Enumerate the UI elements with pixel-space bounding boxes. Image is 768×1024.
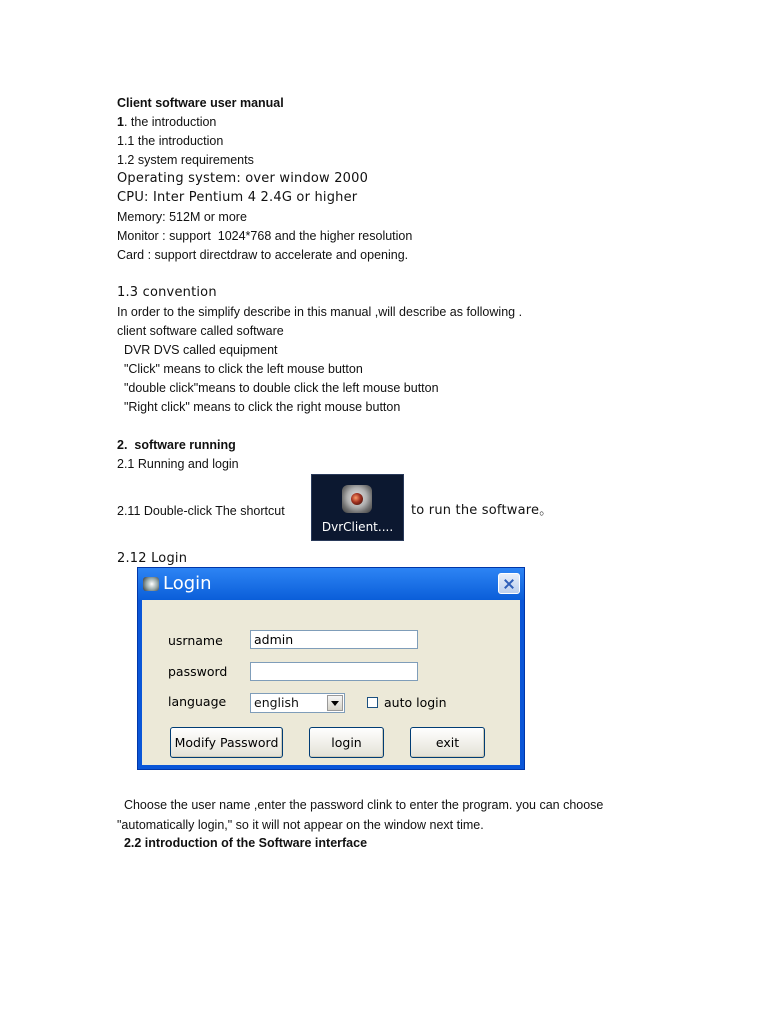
login-button[interactable]: login xyxy=(309,727,384,758)
password-input[interactable] xyxy=(250,662,418,681)
convention-right-click: "Right click" means to click the right mouse button xyxy=(117,400,401,414)
convention-double-click: "double click"means to double click the left mouse button xyxy=(117,381,439,395)
camera-lens xyxy=(351,493,363,505)
section-1-number: 1 xyxy=(117,115,124,129)
modify-password-button[interactable]: Modify Password xyxy=(170,727,283,758)
dvrclient-shortcut[interactable] xyxy=(311,474,404,541)
convention-intro: In order to the simplify describe in this manual ,will describe as following . xyxy=(117,305,523,319)
auto-login-label[interactable]: auto login xyxy=(384,695,447,710)
camera-icon xyxy=(143,577,159,591)
subsection-1-1: 1.1 the introduction xyxy=(117,134,224,148)
convention-equipment: DVR DVS called equipment xyxy=(117,343,278,357)
subsection-2-1: 2.1 Running and login xyxy=(117,457,239,471)
login-dialog xyxy=(137,567,525,770)
req-memory: Memory: 512M or more xyxy=(117,210,247,224)
manual-heading: Client software user manual xyxy=(117,96,284,110)
convention-click: "Click" means to click the left mouse button xyxy=(117,362,363,376)
login-instructions-2: "automatically login," so it will not appear on the window next time. xyxy=(117,818,484,832)
req-cpu: CPU: Inter Pentium 4 2.4G or higher xyxy=(117,190,358,205)
username-label: usrname xyxy=(168,633,223,648)
dvrclient-camera-icon xyxy=(342,485,372,513)
language-select[interactable] xyxy=(250,693,345,713)
close-icon[interactable] xyxy=(498,573,520,594)
section-2-heading: 2. software running xyxy=(117,438,236,452)
req-card: Card : support directdraw to accelerate and opening. xyxy=(117,248,409,262)
login-form xyxy=(142,600,520,765)
subsection-1-3: 1.3 convention xyxy=(117,285,217,300)
language-label: language xyxy=(168,694,227,709)
step-2-11-suffix: to run the software。 xyxy=(411,503,553,518)
username-input[interactable]: admin xyxy=(250,630,418,649)
login-titlebar[interactable] xyxy=(138,568,524,600)
req-os: Operating system: over window 2000 xyxy=(117,171,369,186)
language-value: english xyxy=(254,695,299,710)
subsection-2-2: 2.2 introduction of the Software interface xyxy=(117,836,368,850)
req-monitor: Monitor : support 1024*768 and the higher resolution xyxy=(117,229,413,243)
shortcut-label: DvrClient.... xyxy=(321,520,394,534)
auto-login-checkbox[interactable] xyxy=(367,697,378,708)
section-1-title: . the introduction xyxy=(123,115,217,129)
convention-software: client software called software xyxy=(117,324,284,338)
subsection-1-2: 1.2 system requirements xyxy=(117,153,254,167)
exit-button[interactable]: exit xyxy=(410,727,485,758)
section-1-heading xyxy=(117,114,216,130)
login-title: Login xyxy=(163,573,212,594)
step-2-12: 2.12 Login xyxy=(117,551,188,566)
login-instructions-1: Choose the user name ,enter the password clink to enter the program. you can choose xyxy=(117,798,604,812)
step-2-11-text: 2.11 Double-click The shortcut xyxy=(117,504,285,518)
password-label: password xyxy=(168,664,228,679)
chevron-down-icon[interactable] xyxy=(327,695,343,711)
